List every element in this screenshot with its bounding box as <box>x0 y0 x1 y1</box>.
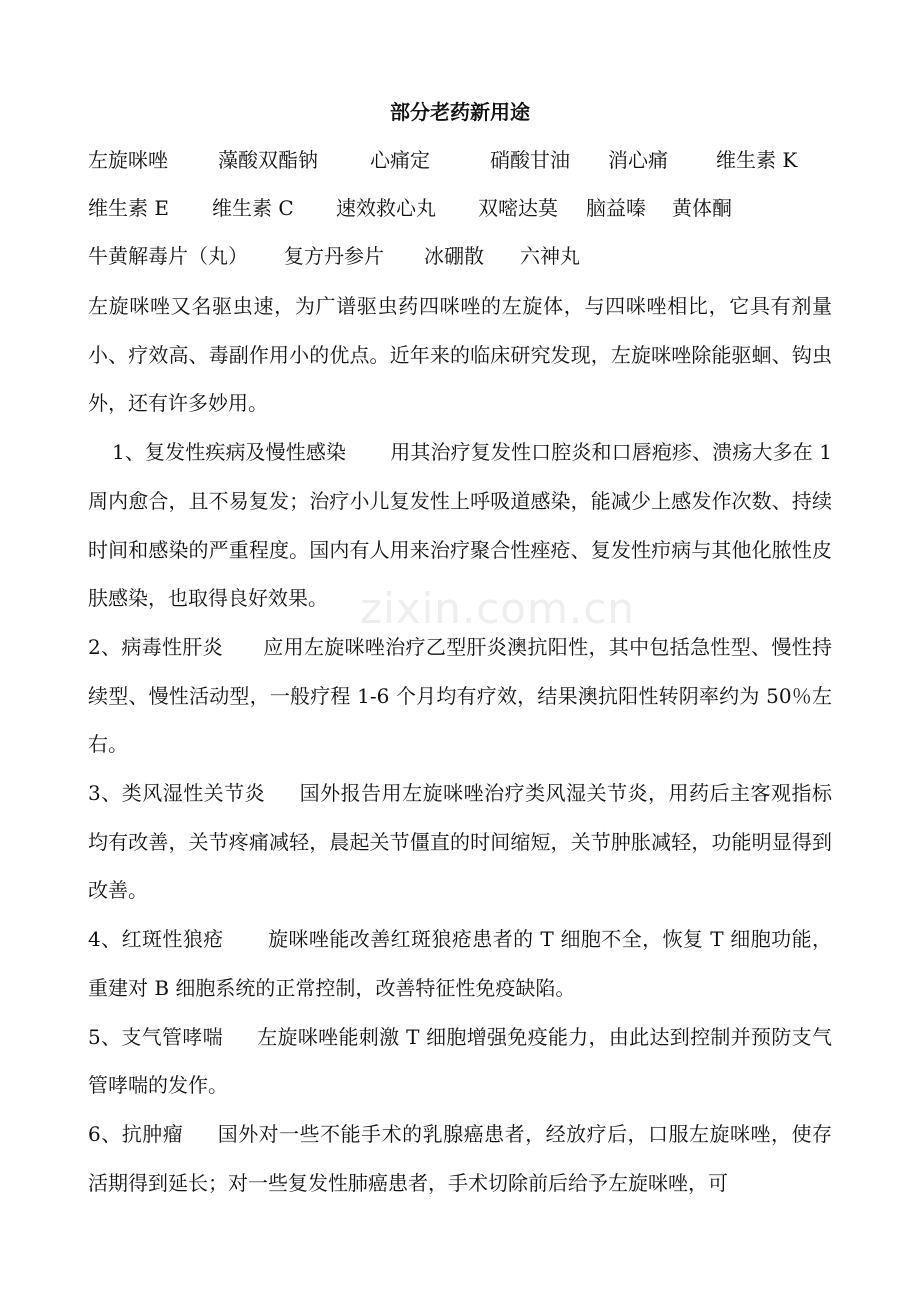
article-body <box>88 282 832 1207</box>
drug-name: 六神丸 <box>520 244 580 268</box>
section-heading: 4、红斑性狼疮 <box>88 927 224 952</box>
section-paragraph <box>88 1013 832 1110</box>
section-heading: 6、抗肿瘤 <box>88 1121 184 1146</box>
drug-name: 复方丹参片 <box>284 244 384 268</box>
drug-name: 维生素 K <box>716 148 798 172</box>
drug-name: 硝酸甘油 <box>490 148 570 172</box>
section-heading: 2、病毒性肝炎 <box>88 634 223 659</box>
section-paragraph <box>88 428 832 623</box>
drug-name: 心痛定 <box>370 148 430 172</box>
drug-name: 维生素 E <box>88 196 169 220</box>
section-heading: 3、类风湿性关节炎 <box>88 781 266 806</box>
drug-name: 藻酸双酯钠 <box>218 148 318 172</box>
section-body: 左旋咪唑能刺激 T 细胞增强免疫能力，由此达到控制并预防支气管哮喘的发作。 <box>88 1024 832 1098</box>
section-body: 应用左旋咪唑治疗乙型肝炎澳抗阳性，其中包括急性型、慢性持续型、慢性活动型，一般疗程 1-6 个月均有疗效，结果澳抗阳性转阴率约为 50％左右。 <box>88 634 832 757</box>
drug-name: 黄体酮 <box>672 196 732 220</box>
drug-name: 牛黄解毒片（丸） <box>88 244 248 268</box>
drug-name: 脑益嗪 <box>586 196 646 220</box>
section-body: 用其治疗复发性口腔炎和口唇疱疹、溃疡大多在 1 周内愈合，且不易复发；治疗小儿复发性上呼吸道感染，能减少上感发作次数、持续时间和感染的严重程度。国内有人用来治疗聚合性痤疮、复发性疖病与其他化脓性皮肤感染，也取得良好效果。 <box>88 440 832 611</box>
watermark: zixin.com.cn <box>360 584 635 633</box>
drug-name: 双嘧达莫 <box>478 196 558 220</box>
drug-name: 消心痛 <box>608 148 668 172</box>
section-body: 国外报告用左旋咪唑治疗类风湿关节炎，用药后主客观指标均有改善，关节疼痛减轻，晨起关节僵直的时间缩短，关节肿胀减轻，功能明显得到改善。 <box>88 781 832 903</box>
section-heading: 1、复发性疾病及慢性感染 <box>112 440 347 465</box>
section-body: 旋咪唑能改善红斑狼疮患者的 T 细胞不全，恢复 T 细胞功能，重建对 B 细胞系统的正常控制，改善特征性免疫缺陷。 <box>88 927 832 1000</box>
section-paragraph <box>88 623 832 769</box>
section-paragraph <box>88 769 832 915</box>
section-paragraph <box>88 1110 832 1207</box>
intro-paragraph: 左旋咪唑又名驱虫速，为广谱驱虫药四咪唑的左旋体，与四咪唑相比，它具有剂量小、疗效高、毒副作用小的优点。近年来的临床研究发现，左旋咪唑除能驱蛔、钩虫外，还有许多妙用。 <box>88 294 832 416</box>
section-paragraph <box>88 915 832 1012</box>
drug-name: 左旋咪唑 <box>88 148 168 172</box>
drug-name: 维生素 C <box>212 196 294 220</box>
page-title: 部分老药新用途 <box>390 100 530 124</box>
section-heading: 5、支气管哮喘 <box>88 1024 223 1049</box>
drug-name: 速效救心丸 <box>336 196 436 220</box>
drug-name: 冰硼散 <box>424 244 484 268</box>
section-body: 国外对一些不能手术的乳腺癌患者，经放疗后，口服左旋咪唑，使存活期得到延长；对一些复发性肺癌患者，手术切除前后给予左旋咪唑，可 <box>88 1121 833 1195</box>
